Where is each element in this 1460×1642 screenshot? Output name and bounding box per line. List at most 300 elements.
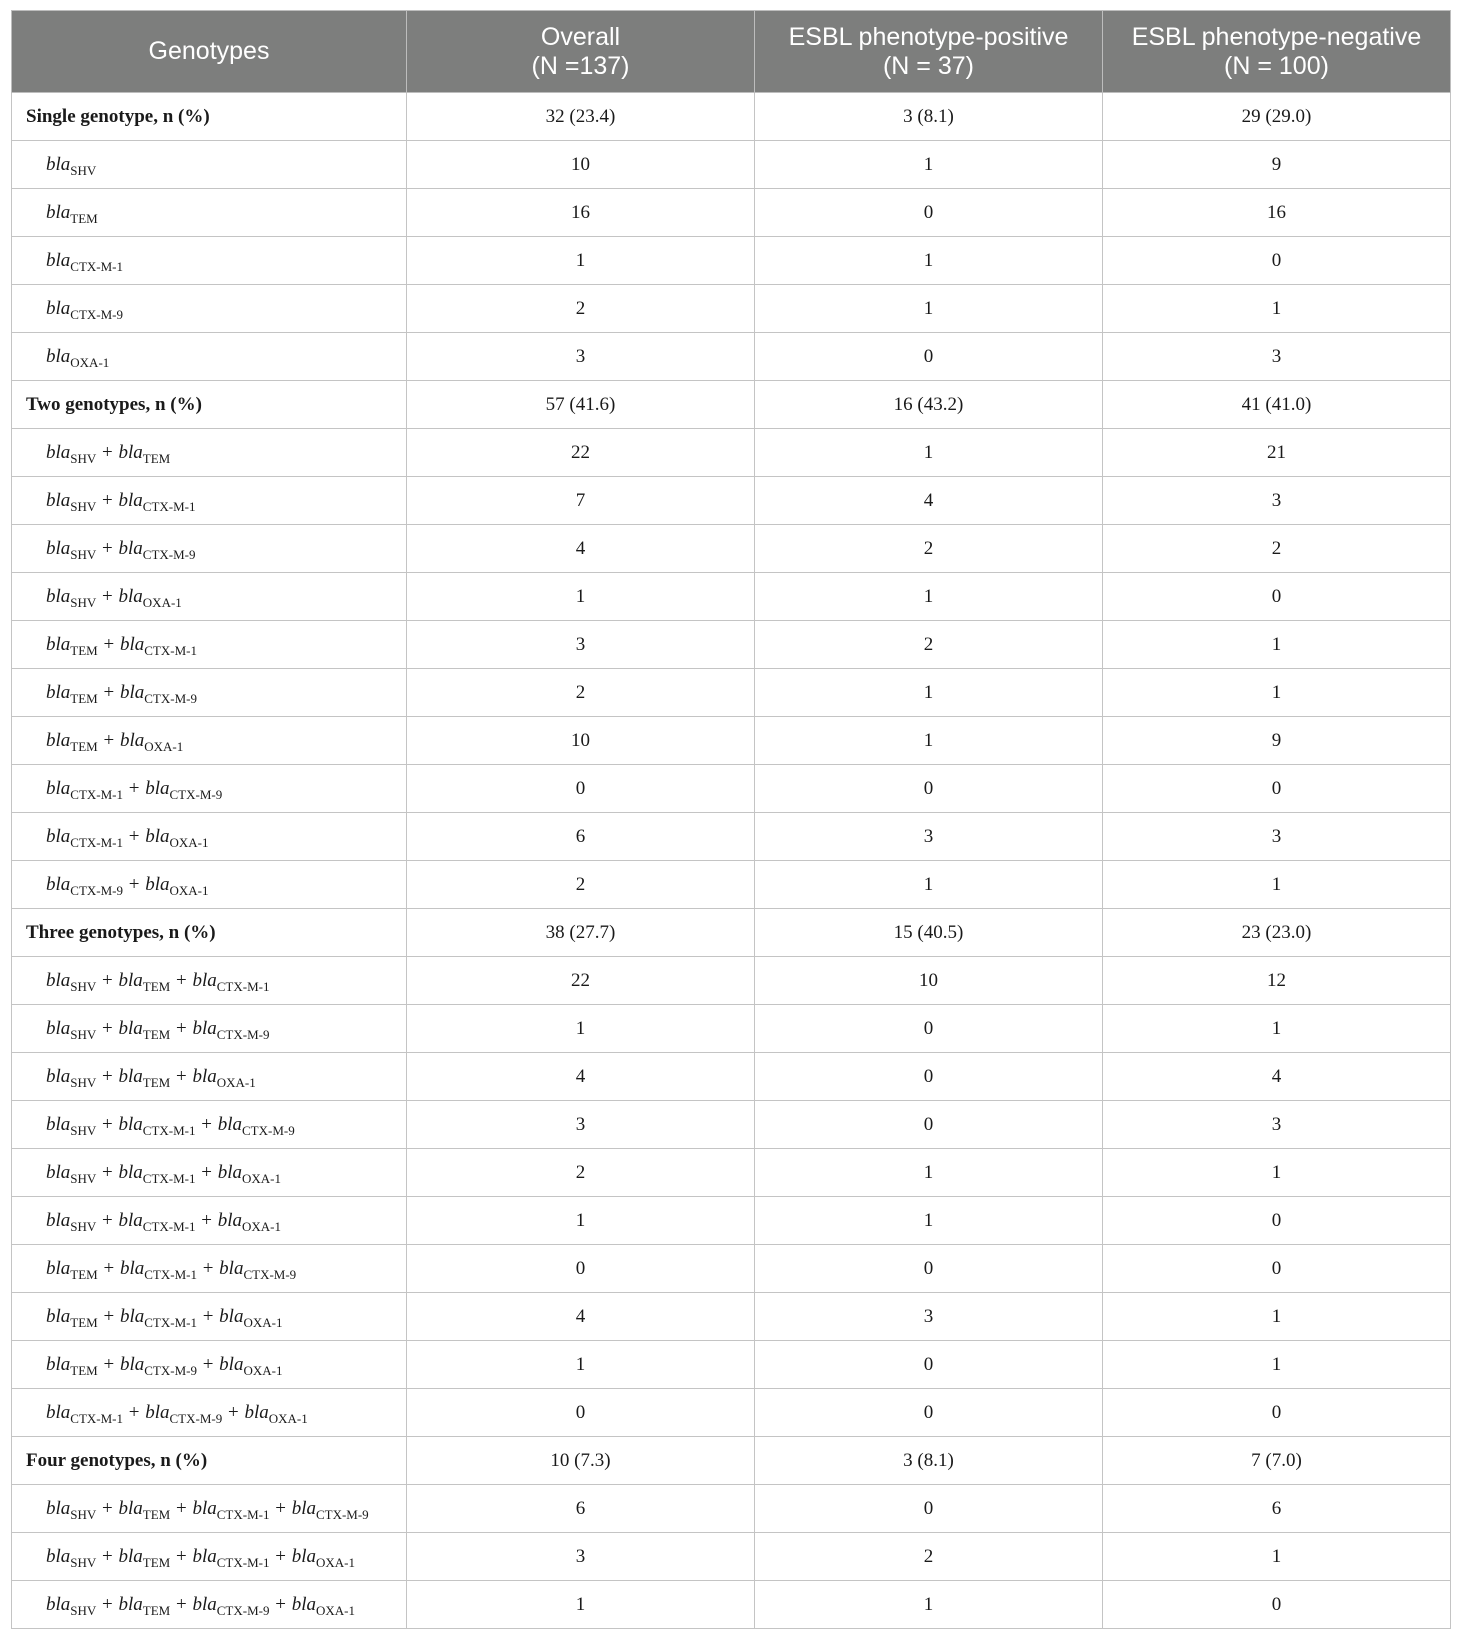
gene-prefix: bla	[46, 1161, 71, 1183]
genotype-cell	[12, 621, 407, 669]
plus-sign: +	[223, 1401, 244, 1423]
gene-name	[46, 489, 97, 514]
overall-cell: 10	[407, 141, 755, 189]
genotype-cell	[12, 573, 407, 621]
plus-sign: +	[171, 1065, 192, 1087]
gene-prefix: bla	[46, 537, 71, 559]
gene-name	[46, 537, 97, 562]
gene-subscript: CTX-M-9	[70, 306, 123, 322]
plus-sign: +	[171, 1017, 192, 1039]
gene-subscript: SHV	[70, 498, 97, 514]
table-row	[12, 669, 1451, 717]
table-header	[12, 11, 1451, 93]
gene-prefix: bla	[192, 1497, 217, 1519]
header-genotypes	[12, 11, 407, 93]
gene-prefix: bla	[46, 1065, 71, 1087]
gene-name	[118, 1545, 171, 1570]
gene-name	[118, 1161, 196, 1186]
table-row	[12, 429, 1451, 477]
plus-sign: +	[97, 537, 118, 559]
gene-prefix: bla	[46, 201, 71, 223]
gene-subscript: CTX-M-9	[169, 1410, 223, 1426]
gene-name	[46, 1401, 123, 1426]
esbl-positive-cell: 0	[755, 1485, 1103, 1533]
esbl-positive-cell: 1	[755, 237, 1103, 285]
gene-subscript: OXA-1	[242, 1170, 282, 1186]
gene-prefix: bla	[46, 969, 71, 991]
table-row	[12, 1197, 1451, 1245]
esbl-positive-cell: 0	[755, 189, 1103, 237]
plus-sign: +	[98, 729, 119, 751]
overall-cell: 16	[407, 189, 755, 237]
gene-name	[219, 1305, 283, 1330]
gene-name	[118, 441, 171, 466]
genotype-cell	[12, 189, 407, 237]
group-row	[12, 909, 1451, 957]
gene-name	[291, 1593, 355, 1618]
genotype-cell	[12, 141, 407, 189]
gene-name	[46, 201, 98, 226]
gene-prefix: bla	[118, 1545, 143, 1567]
genotype-cell	[12, 1005, 407, 1053]
gene-subscript: TEM	[70, 1314, 98, 1330]
gene-name	[192, 1065, 256, 1090]
overall-cell: 3	[407, 621, 755, 669]
overall-cell: 7	[407, 477, 755, 525]
genotype-cell	[12, 1053, 407, 1101]
gene-prefix: bla	[145, 1401, 170, 1423]
gene-name	[217, 1113, 295, 1138]
genotype-cell	[12, 717, 407, 765]
gene-name	[145, 825, 209, 850]
esbl-positive-cell: 3 (8.1)	[755, 1437, 1103, 1485]
gene-subscript: TEM	[142, 450, 171, 466]
table-row	[12, 1149, 1451, 1197]
esbl-positive-cell: 0	[755, 1341, 1103, 1389]
gene-prefix: bla	[46, 1497, 71, 1519]
plus-sign: +	[97, 969, 118, 991]
gene-subscript: CTX-M-1	[70, 786, 123, 802]
gene-name	[118, 1065, 171, 1090]
gene-prefix: bla	[192, 1017, 217, 1039]
overall-cell: 3	[407, 1533, 755, 1581]
genotype-cell	[12, 333, 407, 381]
genotype-cell	[12, 1389, 407, 1437]
overall-cell: 4	[407, 1293, 755, 1341]
esbl-positive-cell: 1	[755, 669, 1103, 717]
gene-subscript: OXA-1	[144, 738, 184, 754]
gene-subscript: TEM	[70, 210, 98, 226]
esbl-negative-cell: 0	[1103, 1389, 1451, 1437]
gene-name	[145, 777, 223, 802]
gene-name	[46, 1161, 97, 1186]
plus-sign: +	[124, 1401, 145, 1423]
gene-name	[118, 1113, 196, 1138]
plus-sign: +	[124, 873, 145, 895]
plus-sign: +	[171, 1545, 192, 1567]
esbl-negative-cell: 0	[1103, 1197, 1451, 1245]
overall-cell: 1	[407, 1005, 755, 1053]
gene-subscript: OXA-1	[315, 1602, 355, 1618]
gene-name	[119, 633, 197, 658]
plus-sign: +	[97, 1497, 118, 1519]
gene-subscript: SHV	[70, 1026, 97, 1042]
gene-prefix: bla	[118, 1209, 143, 1231]
gene-name	[118, 489, 196, 514]
esbl-negative-cell: 3	[1103, 813, 1451, 861]
gene-name	[46, 1209, 97, 1234]
gene-subscript: CTX-M-1	[142, 1122, 196, 1138]
gene-name	[192, 969, 270, 994]
esbl-positive-cell: 0	[755, 333, 1103, 381]
gene-prefix: bla	[118, 1497, 143, 1519]
overall-cell: 32 (23.4)	[407, 93, 755, 141]
header-row	[12, 11, 1451, 93]
gene-subscript: TEM	[70, 1362, 98, 1378]
table-row	[12, 957, 1451, 1005]
genotype-cell	[12, 285, 407, 333]
overall-cell: 0	[407, 765, 755, 813]
gene-prefix: bla	[46, 1257, 71, 1279]
esbl-negative-cell: 16	[1103, 189, 1451, 237]
plus-sign: +	[270, 1497, 291, 1519]
genotype-cell	[12, 1197, 407, 1245]
gene-prefix: bla	[118, 969, 143, 991]
esbl-positive-cell: 0	[755, 1053, 1103, 1101]
table-row	[12, 525, 1451, 573]
header-esbl-negative-line1: ESBL phenotype-negative	[1131, 22, 1422, 51]
table-row	[12, 621, 1451, 669]
overall-cell: 57 (41.6)	[407, 381, 755, 429]
esbl-negative-cell: 4	[1103, 1053, 1451, 1101]
overall-cell: 10 (7.3)	[407, 1437, 755, 1485]
gene-name	[46, 1497, 97, 1522]
gene-subscript: OXA-1	[242, 1218, 282, 1234]
gene-name	[46, 1113, 97, 1138]
esbl-positive-cell: 0	[755, 765, 1103, 813]
esbl-positive-cell: 2	[755, 525, 1103, 573]
esbl-positive-cell: 1	[755, 573, 1103, 621]
gene-subscript: OXA-1	[216, 1074, 256, 1090]
gene-prefix: bla	[46, 345, 71, 367]
gene-prefix: bla	[46, 1593, 71, 1615]
esbl-positive-cell: 3 (8.1)	[755, 93, 1103, 141]
table-row	[12, 1581, 1451, 1629]
gene-subscript: TEM	[142, 978, 171, 994]
gene-prefix: bla	[118, 1113, 143, 1135]
esbl-positive-cell: 1	[755, 141, 1103, 189]
esbl-positive-cell: 0	[755, 1005, 1103, 1053]
esbl-negative-cell: 0	[1103, 1245, 1451, 1293]
plus-sign: +	[270, 1593, 291, 1615]
gene-prefix: bla	[46, 489, 71, 511]
table-row	[12, 237, 1451, 285]
overall-cell: 2	[407, 669, 755, 717]
plus-sign: +	[97, 1113, 118, 1135]
gene-prefix: bla	[192, 969, 217, 991]
plus-sign: +	[97, 441, 118, 463]
genotype-cell	[12, 477, 407, 525]
gene-subscript: TEM	[142, 1602, 171, 1618]
table-row	[12, 1245, 1451, 1293]
gene-name	[192, 1497, 270, 1522]
gene-prefix: bla	[119, 681, 145, 703]
gene-name	[244, 1401, 308, 1426]
gene-name	[291, 1545, 355, 1570]
genotype-cell	[12, 1149, 407, 1197]
esbl-negative-cell: 1	[1103, 861, 1451, 909]
esbl-negative-cell: 21	[1103, 429, 1451, 477]
overall-cell: 2	[407, 285, 755, 333]
gene-subscript: CTX-M-9	[243, 1266, 297, 1282]
genotype-cell	[12, 1581, 407, 1629]
gene-prefix: bla	[118, 1593, 143, 1615]
genotype-cell	[12, 1485, 407, 1533]
table-row	[12, 573, 1451, 621]
plus-sign: +	[171, 969, 192, 991]
gene-name	[118, 1497, 171, 1522]
gene-name	[46, 1065, 97, 1090]
gene-subscript: TEM	[142, 1074, 171, 1090]
group-label: Four genotypes, n (%)	[12, 1437, 407, 1485]
genotype-cell	[12, 1341, 407, 1389]
table-row	[12, 189, 1451, 237]
gene-prefix: bla	[291, 1497, 316, 1519]
gene-name	[219, 1353, 283, 1378]
gene-subscript: SHV	[70, 1074, 97, 1090]
gene-prefix: bla	[46, 1017, 71, 1039]
gene-subscript: CTX-M-1	[142, 498, 196, 514]
plus-sign: +	[197, 1257, 219, 1279]
plus-sign: +	[196, 1161, 217, 1183]
header-genotypes-line1: Genotypes	[148, 37, 270, 65]
gene-name	[46, 1353, 98, 1378]
gene-name	[46, 825, 123, 850]
gene-prefix: bla	[291, 1545, 316, 1567]
gene-subscript: TEM	[70, 1266, 98, 1282]
plus-sign: +	[97, 1161, 118, 1183]
gene-subscript: OXA-1	[70, 354, 110, 370]
gene-subscript: TEM	[142, 1554, 171, 1570]
gene-subscript: CTX-M-1	[216, 1554, 270, 1570]
table-row	[12, 861, 1451, 909]
table-row	[12, 1293, 1451, 1341]
esbl-positive-cell: 1	[755, 429, 1103, 477]
esbl-positive-cell: 1	[755, 717, 1103, 765]
plus-sign: +	[98, 1257, 119, 1279]
overall-cell: 1	[407, 237, 755, 285]
gene-subscript: CTX-M-9	[142, 546, 196, 562]
esbl-positive-cell: 2	[755, 1533, 1103, 1581]
overall-cell: 0	[407, 1245, 755, 1293]
table-row	[12, 477, 1451, 525]
genotype-cell	[12, 1101, 407, 1149]
gene-prefix: bla	[244, 1401, 269, 1423]
gene-prefix: bla	[46, 1545, 71, 1567]
gene-subscript: CTX-M-1	[216, 1506, 270, 1522]
plus-sign: +	[97, 489, 118, 511]
gene-subscript: CTX-M-9	[242, 1122, 295, 1138]
gene-name	[46, 345, 110, 370]
gene-prefix: bla	[119, 729, 145, 751]
esbl-negative-cell: 1	[1103, 621, 1451, 669]
gene-prefix: bla	[46, 681, 71, 703]
overall-cell: 22	[407, 429, 755, 477]
esbl-positive-cell: 0	[755, 1389, 1103, 1437]
header-overall-line2: (N =137)	[531, 51, 630, 80]
genotype-table	[11, 10, 1451, 1629]
genotype-cell	[12, 1533, 407, 1581]
gene-prefix: bla	[119, 1257, 145, 1279]
gene-prefix: bla	[46, 1113, 71, 1135]
esbl-negative-cell: 2	[1103, 525, 1451, 573]
esbl-negative-cell: 7 (7.0)	[1103, 1437, 1451, 1485]
plus-sign: +	[171, 1497, 192, 1519]
table-row	[12, 813, 1451, 861]
gene-name	[46, 441, 97, 466]
gene-prefix: bla	[46, 777, 71, 799]
gene-subscript: SHV	[70, 546, 97, 562]
gene-prefix: bla	[217, 1209, 243, 1231]
gene-name	[46, 969, 97, 994]
gene-prefix: bla	[118, 1065, 143, 1087]
gene-name	[119, 1353, 197, 1378]
gene-name	[46, 1257, 98, 1282]
gene-prefix: bla	[119, 1353, 145, 1375]
gene-prefix: bla	[145, 873, 170, 895]
genotype-cell	[12, 957, 407, 1005]
gene-prefix: bla	[118, 585, 143, 607]
group-label: Three genotypes, n (%)	[12, 909, 407, 957]
gene-name	[46, 1305, 98, 1330]
esbl-negative-cell: 3	[1103, 333, 1451, 381]
gene-prefix: bla	[192, 1065, 217, 1087]
gene-subscript: OXA-1	[142, 594, 182, 610]
overall-cell: 1	[407, 1341, 755, 1389]
plus-sign: +	[197, 1353, 219, 1375]
gene-prefix: bla	[217, 1113, 243, 1135]
gene-subscript: CTX-M-9	[144, 690, 197, 706]
gene-prefix: bla	[192, 1593, 217, 1615]
gene-subscript: SHV	[70, 1170, 97, 1186]
table-row	[12, 333, 1451, 381]
gene-name	[46, 1545, 97, 1570]
overall-cell: 6	[407, 1485, 755, 1533]
table-row	[12, 141, 1451, 189]
gene-name	[46, 297, 123, 322]
esbl-positive-cell: 0	[755, 1101, 1103, 1149]
gene-subscript: CTX-M-9	[169, 786, 223, 802]
overall-cell: 2	[407, 1149, 755, 1197]
gene-prefix: bla	[46, 873, 71, 895]
plus-sign: +	[98, 681, 119, 703]
gene-prefix: bla	[46, 249, 71, 271]
gene-subscript: SHV	[70, 1122, 97, 1138]
gene-name	[46, 873, 123, 898]
gene-name	[118, 585, 182, 610]
plus-sign: +	[270, 1545, 291, 1567]
esbl-negative-cell: 23 (23.0)	[1103, 909, 1451, 957]
plus-sign: +	[196, 1113, 217, 1135]
esbl-negative-cell: 0	[1103, 237, 1451, 285]
gene-subscript: SHV	[70, 594, 97, 610]
gene-subscript: SHV	[70, 162, 97, 178]
gene-subscript: CTX-M-1	[144, 1314, 197, 1330]
gene-name	[46, 681, 98, 706]
gene-name	[145, 873, 209, 898]
gene-name	[46, 585, 97, 610]
overall-cell: 0	[407, 1389, 755, 1437]
gene-name	[192, 1593, 270, 1618]
gene-subscript: SHV	[70, 1602, 97, 1618]
gene-name	[192, 1017, 270, 1042]
esbl-positive-cell: 16 (43.2)	[755, 381, 1103, 429]
gene-subscript: TEM	[70, 738, 98, 754]
gene-subscript: TEM	[142, 1506, 171, 1522]
gene-prefix: bla	[46, 1209, 71, 1231]
gene-prefix: bla	[46, 825, 71, 847]
overall-cell: 10	[407, 717, 755, 765]
esbl-positive-cell: 1	[755, 285, 1103, 333]
gene-prefix: bla	[118, 537, 143, 559]
gene-subscript: CTX-M-1	[70, 834, 123, 850]
gene-prefix: bla	[118, 441, 143, 463]
esbl-negative-cell: 1	[1103, 285, 1451, 333]
gene-subscript: CTX-M-1	[70, 258, 123, 274]
gene-prefix: bla	[46, 1353, 71, 1375]
esbl-positive-cell: 3	[755, 1293, 1103, 1341]
gene-prefix: bla	[46, 1401, 71, 1423]
table-row	[12, 1101, 1451, 1149]
gene-name	[291, 1497, 369, 1522]
gene-name	[46, 729, 98, 754]
gene-name	[119, 1257, 197, 1282]
gene-prefix: bla	[145, 825, 170, 847]
header-overall-line1: Overall	[540, 22, 621, 51]
group-row	[12, 1437, 1451, 1485]
gene-subscript: TEM	[70, 642, 98, 658]
group-row	[12, 381, 1451, 429]
gene-name	[219, 1257, 297, 1282]
gene-prefix: bla	[192, 1545, 217, 1567]
esbl-negative-cell: 6	[1103, 1485, 1451, 1533]
gene-prefix: bla	[118, 1161, 143, 1183]
table-row	[12, 1053, 1451, 1101]
overall-cell: 3	[407, 333, 755, 381]
esbl-negative-cell: 3	[1103, 477, 1451, 525]
plus-sign: +	[98, 1353, 119, 1375]
overall-cell: 22	[407, 957, 755, 1005]
gene-name	[217, 1161, 282, 1186]
gene-prefix: bla	[118, 1017, 143, 1039]
gene-name	[119, 681, 197, 706]
gene-name	[118, 1017, 171, 1042]
gene-subscript: CTX-M-9	[315, 1506, 369, 1522]
table-row	[12, 765, 1451, 813]
table-body	[12, 93, 1451, 1629]
overall-cell: 4	[407, 1053, 755, 1101]
esbl-positive-cell: 1	[755, 1197, 1103, 1245]
gene-subscript: SHV	[70, 978, 97, 994]
plus-sign: +	[98, 633, 119, 655]
esbl-negative-cell: 9	[1103, 717, 1451, 765]
gene-prefix: bla	[46, 153, 71, 175]
esbl-negative-cell: 0	[1103, 1581, 1451, 1629]
plus-sign: +	[98, 1305, 119, 1327]
plus-sign: +	[97, 1545, 118, 1567]
gene-name	[46, 1017, 97, 1042]
gene-subscript: CTX-M-1	[144, 1266, 197, 1282]
